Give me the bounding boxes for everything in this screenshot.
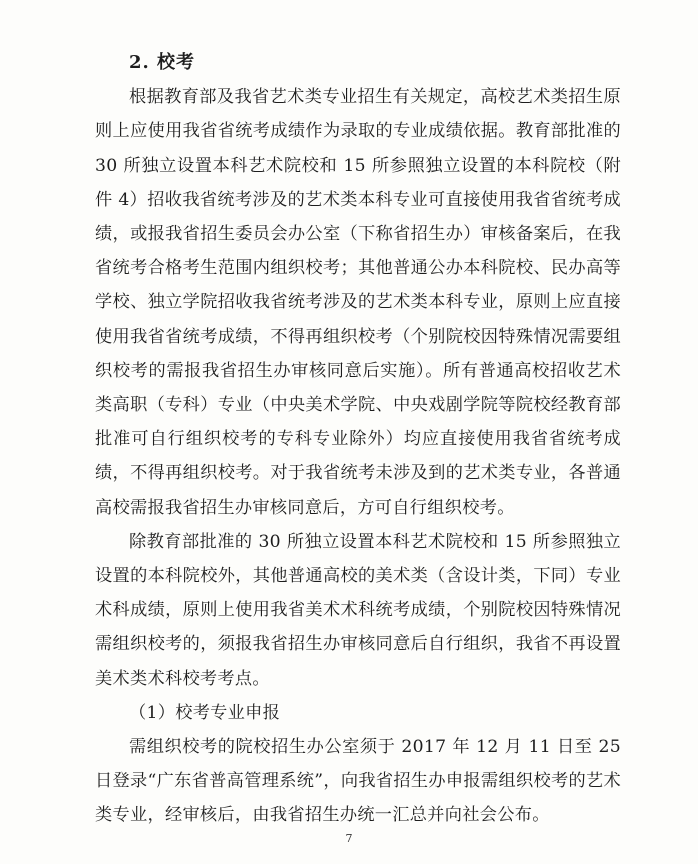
paragraph-fine-arts-scores: 除教育部批准的 30 所独立设置本科艺术院校和 15 所参照独立设置的本科院校外，其他普通高校的美术类（含设计类，下同）专业术科成绩，原则上使用我省美术术科统考成绩，个别院校因特殊情况需组织校考的，须报我省招生办审核同意后自行组织，我省不再设置美术类术科校考考点。 bbox=[95, 531, 621, 689]
paragraph-art-admission-rules: 根据教育部及我省艺术类专业招生有关规定，高校艺术类招生原则上应使用我省省统考成绩作为录取的专业成绩依据。教育部批准的 30 所独立设置本科艺术院校和 15 所参照独立设置的本科院校（附件 4）招收我省统考涉及的艺术类本科专业可直接使用我省省统考成绩，或报我省招生委员会办公室（下称省招生办）审核备案后，在我省统考合格考生范围内组织校考；其他普通公办本科院校、民办高等学校、独立学院招收我省统考涉及的艺术类本科专业，原则上应直接使用我省省统考成绩，不得再组织校考（个别院校因特殊情况需要组织校考的需报我省招生办审核同意后实施）。所有普通高校招收艺术类高职（专科）专业（中央美术学院、中央戏剧学院等院校经教育部批准可自行组织校考的专科专业除外）均应直接使用我省省统考成绩，不得再组织校考。对于我省统考未涉及到的艺术类专业，各普通高校需报我省招生办审核同意后，方可自行组织校考。 bbox=[95, 87, 621, 518]
document-body bbox=[95, 46, 621, 833]
section-heading: 2. 校考 bbox=[129, 52, 196, 73]
page-number: 7 bbox=[345, 832, 353, 845]
paragraph-application-process: 需组织校考的院校招生办公室须于 2017 年 12 月 11 日至 25 日登录“广东省普高管理系统”，向我省招生办申报需组织校考的艺术类专业，经审核后，由我省招生办统一汇总并向社会公布。 bbox=[95, 737, 621, 826]
subheading-exam-application: （1）校考专业申报 bbox=[129, 702, 281, 723]
